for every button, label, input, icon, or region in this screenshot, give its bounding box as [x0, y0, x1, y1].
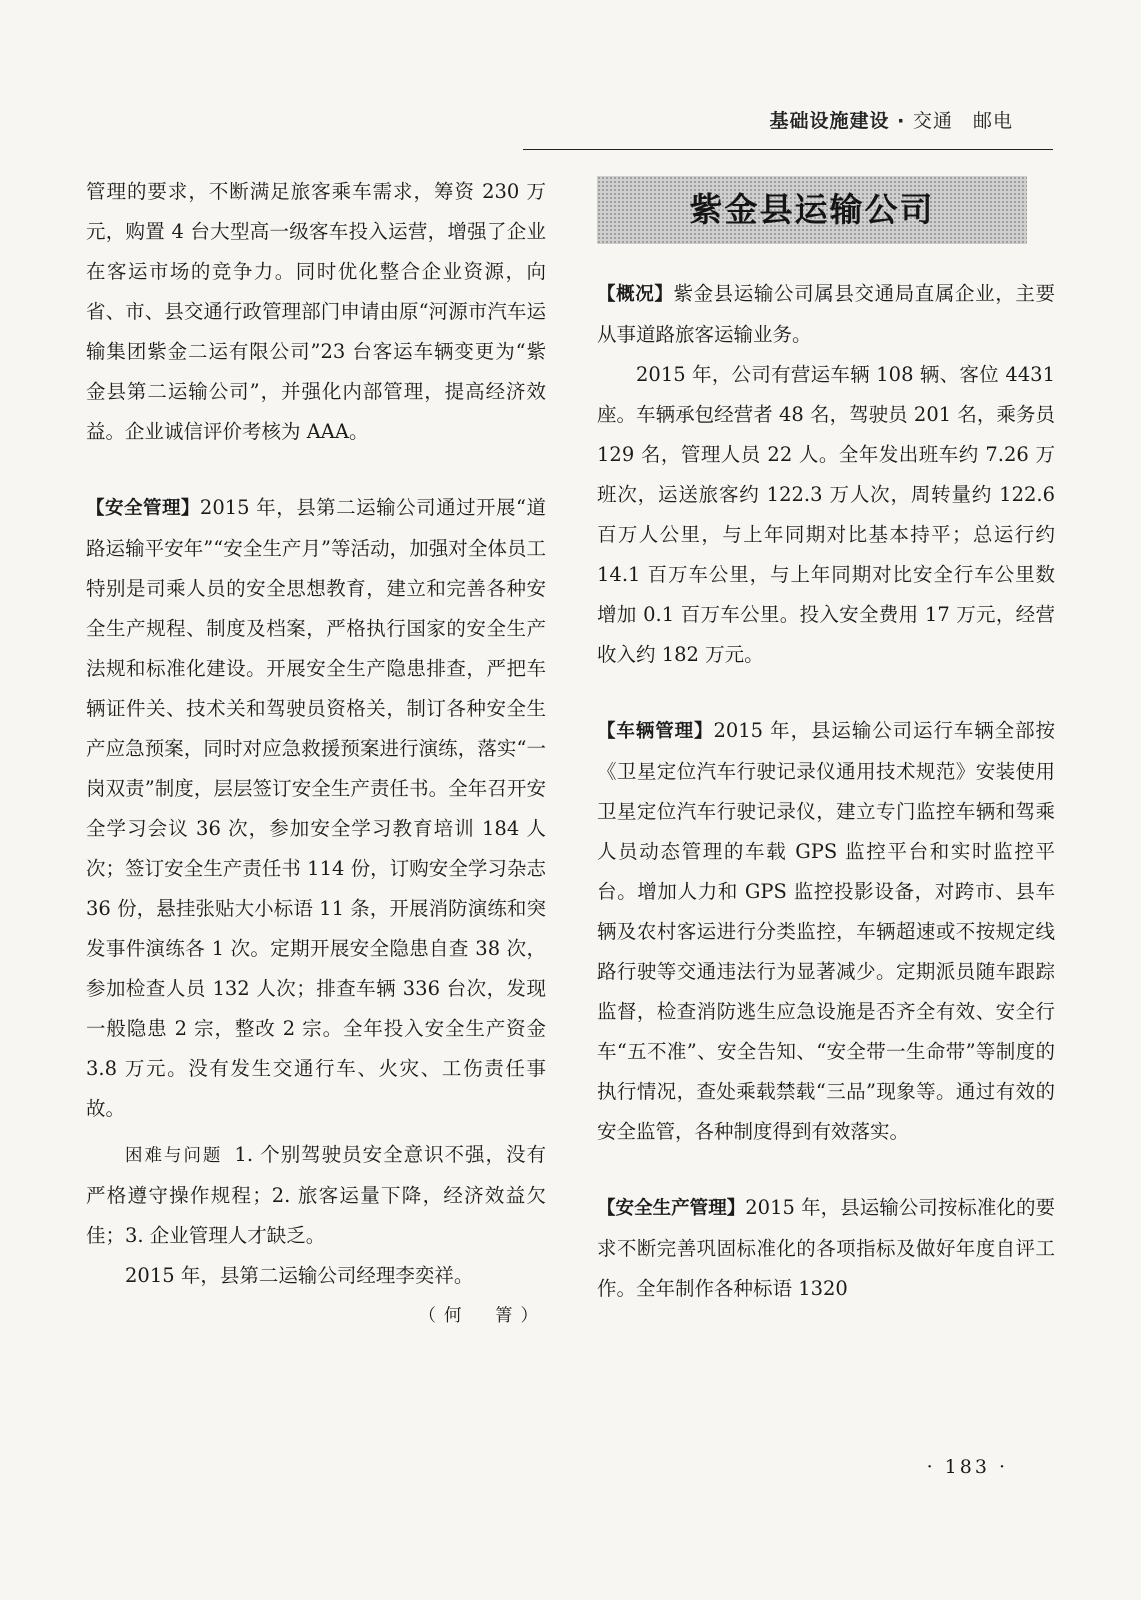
vehicle-tag: 【车辆管理】 [597, 721, 714, 742]
author-credit: （何 箐） [418, 1306, 546, 1326]
production-safety-text: 2015 年，县运输公司按标准化的要求不断完善巩固标准化的各项指标及做好年度自评工作。全年制作各种标语 1320 [597, 1196, 1055, 1300]
overview-text: 紫金县运输公司属县交通局直属企业，主要从事道路旅客运输业务。 [597, 282, 1055, 346]
overview-paragraph [597, 274, 1055, 355]
running-header [770, 106, 1014, 133]
article-title: 紫金县运输公司 [689, 190, 935, 229]
page-number: · 183 · [926, 1456, 1008, 1478]
article-title-box [597, 176, 1027, 244]
left-column [86, 172, 546, 1336]
difficulty-text: 1. 个别驾驶员安全意识不强，没有严格遵守操作规程；2. 旅客运量下降，经济效益欠佳；3. 企业管理人才缺乏。 [86, 1143, 546, 1247]
overview-stats-paragraph: 2015 年，公司有营运车辆 108 辆、客位 4431 座。车辆承包经营者 48 名，驾驶员 201 名，乘务员 129 名，管理人员 22 人。全年发出班车约 7.26 万班次，运送旅客约 122.3 万人次，周转量约 122.6 百万人公里，与上年同期对比基本持平；总运行约 14.1 百万车公里，与上年同期对比安全行车公里数增加 0.1 百万车公里。投入安全费用 17 万元，经营收入约 182 万元。 [597, 363, 1055, 666]
safety-paragraph [86, 488, 546, 1129]
production-safety-paragraph [597, 1188, 1055, 1309]
manager-paragraph: 2015 年，县第二运输公司经理李奕祥。 [125, 1264, 474, 1287]
vehicle-text: 2015 年，县运输公司运行车辆全部按《卫星定位汽车行驶记录仪通用技术规范》安装使用卫星定位汽车行驶记录仪，建立专门监控车辆和驾乘人员动态管理的车载 GPS 监控平台和实时监控平台。增加人力和 GPS 监控投影设备，对跨市、县车辆及农村客运进行分类监控，车辆超速或不按规定线路行驶等交通违法行为显著减少。定期派员随车跟踪监督，检查消防逃生应急设施是否齐全有效、安全行车“五不准”、安全告知、“安全带一生命带”等制度的执行情况，查处乘载禁载“三品”现象等。通过有效的安全监管，各种制度得到有效落实。 [597, 719, 1055, 1143]
header-section: 基础设施建设 [769, 110, 890, 132]
safety-text: 2015 年，县第二运输公司通过开展“道路运输平安年”“安全生产月”等活动，加强对全体员工特别是司乘人员的安全思想教育，建立和完善各种安全生产规程、制度及档案，严格执行国家的安全生产法规和标准化建设。开展安全生产隐患排查，严把车辆证件关、技术关和驾驶员资格关，制订各种安全生产应急预案，同时对应急救援预案进行演练，落实“一岗双责”制度，层层签订安全生产责任书。全年召开安全学习会议 36 次，参加安全学习教育培训 184 人次；签订安全生产责任书 114 份，订购安全学习杂志 36 份，悬挂张贴大小标语 11 条，开展消防演练和突发事件演练各 1 次。定期开展安全隐患自查 38 次，参加检查人员 132 人次；排查车辆 336 台次，发现一般隐患 2 宗，整改 2 宗。全年投入安全生产资金 3.8 万元。没有发生交通行车、火灾、工伤责任事故。 [86, 496, 546, 1120]
difficulty-paragraph [86, 1135, 546, 1256]
safety-tag: 【安全管理】 [86, 498, 200, 519]
header-subsection: 交通 邮电 [912, 110, 1013, 132]
header-rule [523, 149, 1053, 150]
overview-tag: 【概况】 [597, 284, 674, 305]
difficulty-label: 困难与问题 [125, 1146, 223, 1166]
header-dot: · [897, 110, 906, 132]
production-safety-tag: 【安全生产管理】 [597, 1198, 746, 1219]
intro-paragraph: 管理的要求，不断满足旅客乘车需求，筹资 230 万元，购置 4 台大型高一级客车投入运营，增强了企业在客运市场的竞争力。同时优化整合企业资源，向省、市、县交通行政管理部门申请由原“河源市汽车运输集团紫金二运有限公司”23 台客运车辆变更为“紫金县第二运输公司”，并强化内部管理，提高经济效益。企业诚信评价考核为 AAA。 [86, 180, 546, 443]
vehicle-paragraph [597, 711, 1055, 1152]
right-column [597, 172, 1055, 1309]
